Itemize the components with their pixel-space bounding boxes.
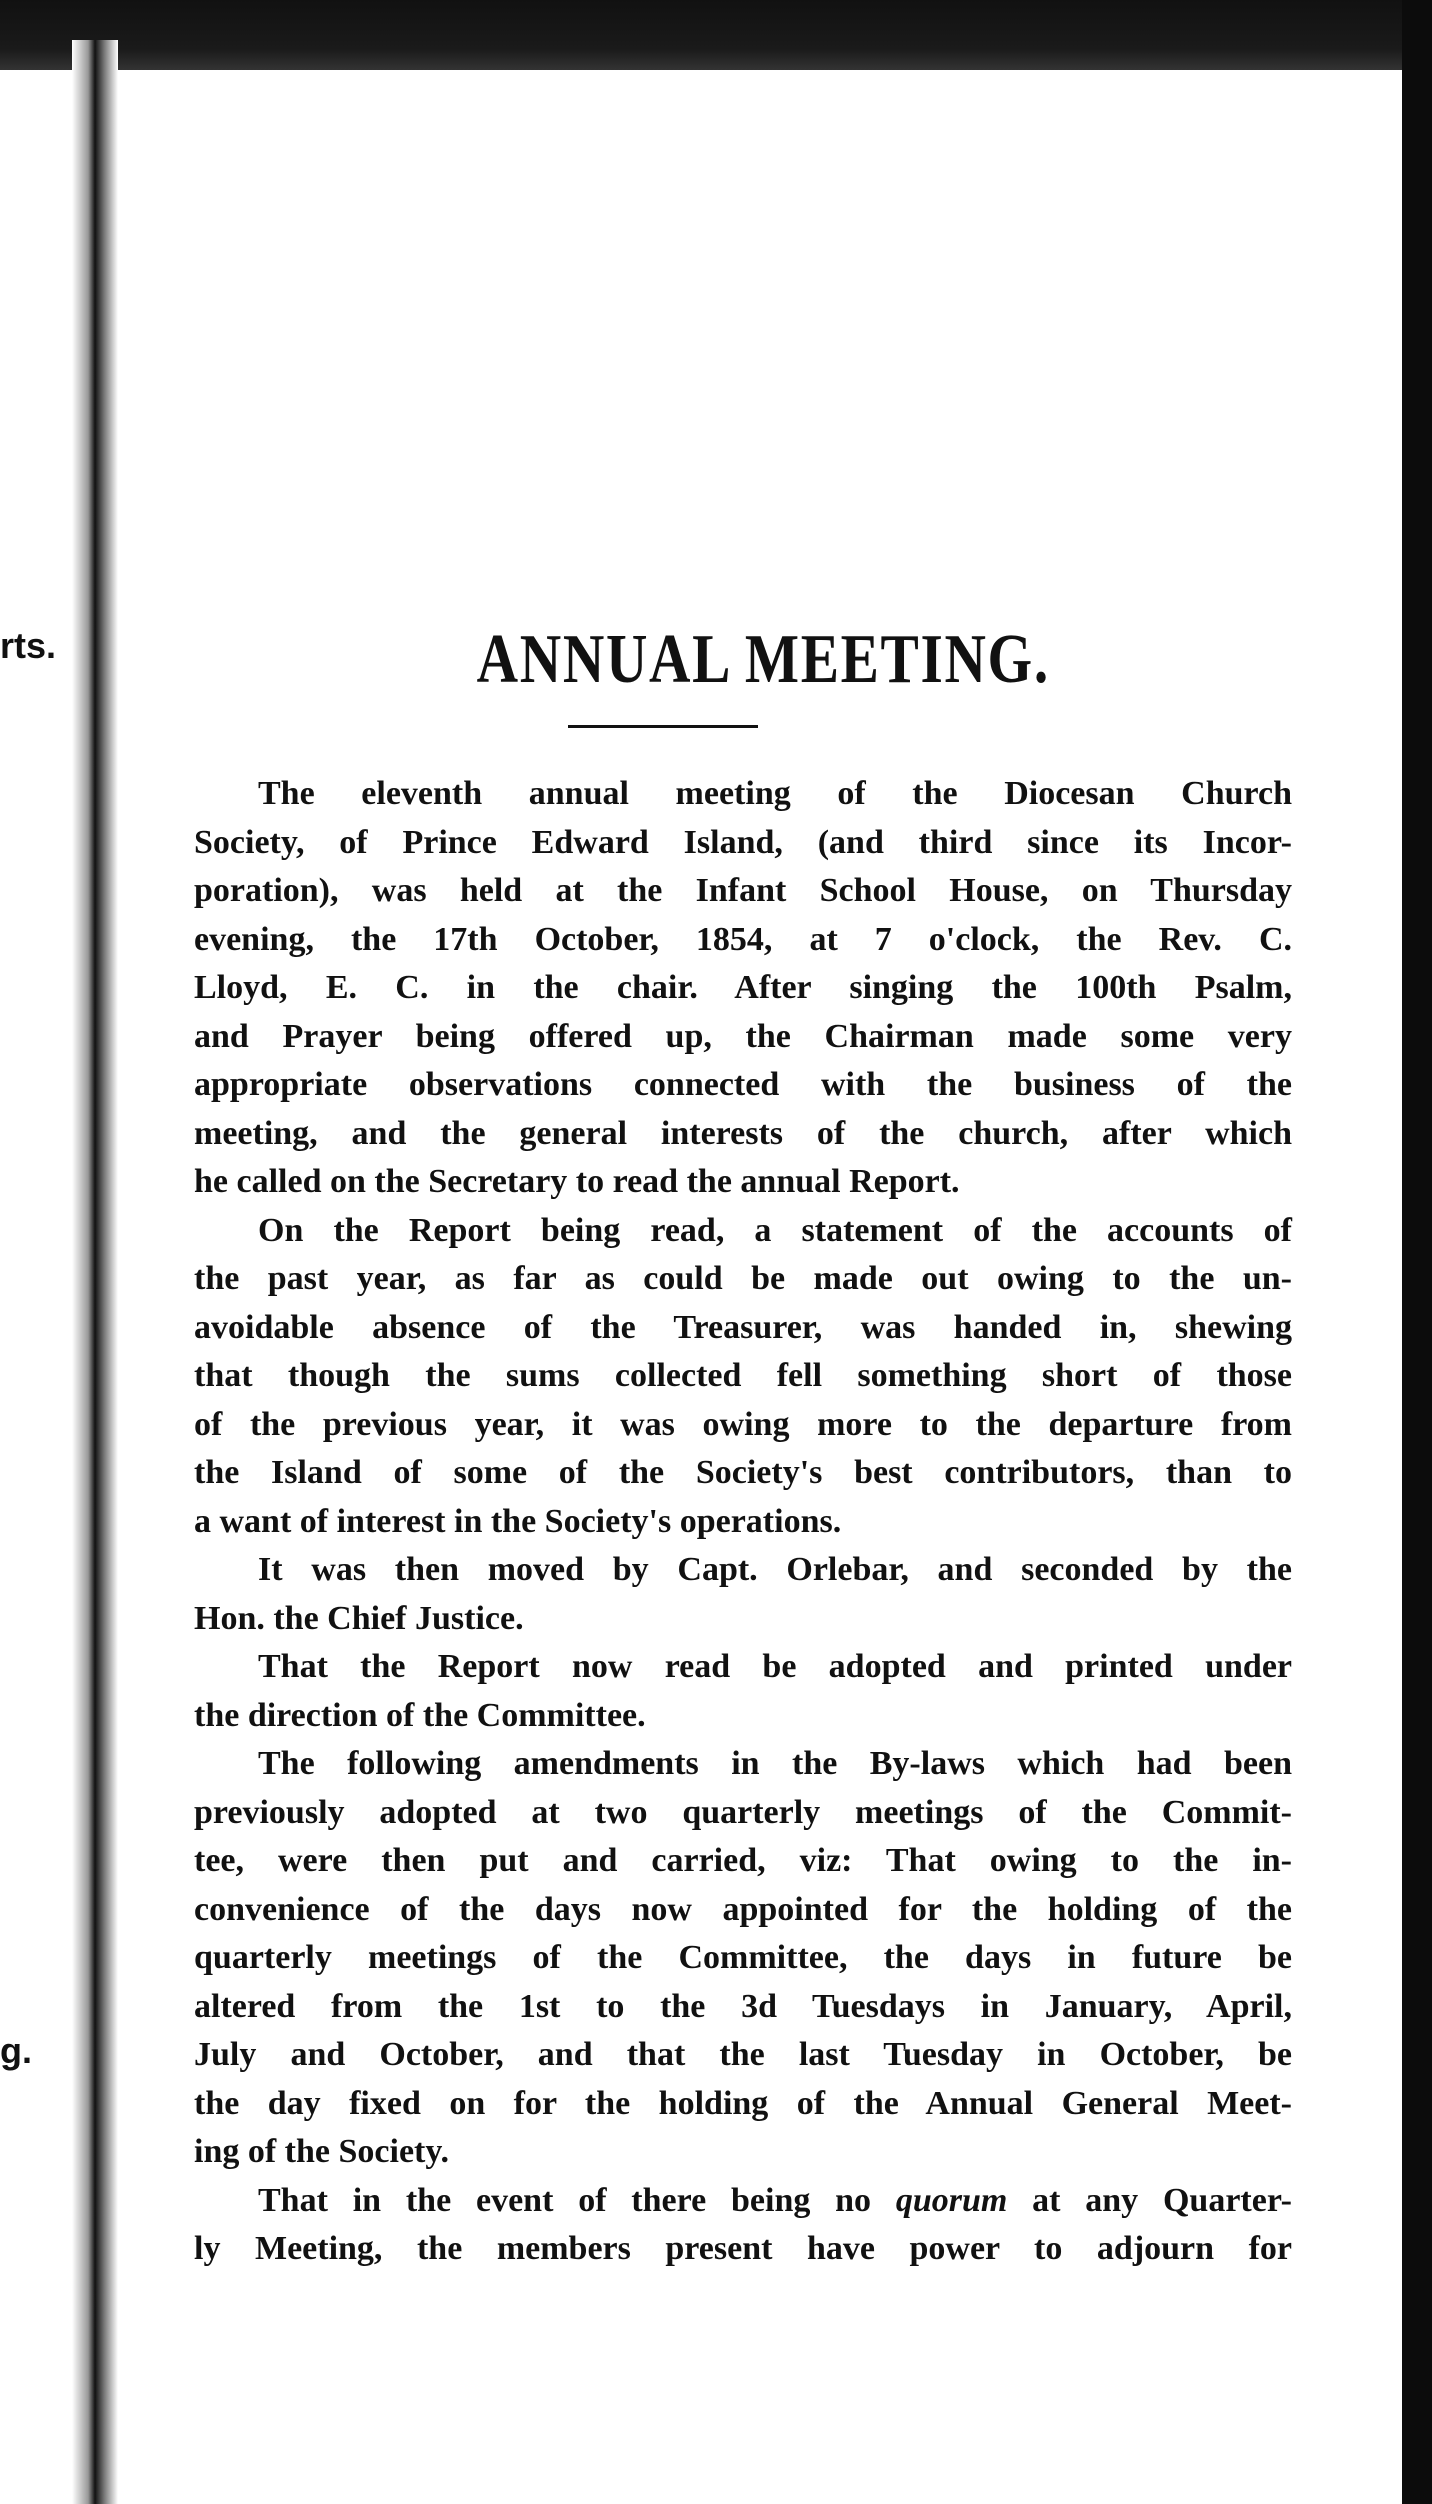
text-line: appropriate observations connected with the business of the	[194, 1066, 1292, 1103]
text-line: quarterly meetings of the Committee, the days in future be	[194, 1939, 1292, 1976]
page-gutter	[72, 40, 118, 2504]
text-line: ing of the Society.	[194, 2133, 449, 2170]
text-line: ly Meeting, the members present have power to adjourn for	[194, 2230, 1292, 2267]
text-line: That the Report now read be adopted and printed under	[258, 1648, 1292, 1685]
facing-page-text-g: g.	[0, 2030, 32, 2071]
paragraph-2	[194, 1207, 1292, 1547]
text-line: the past year, as far as could be made out owing to the un-	[194, 1260, 1292, 1297]
text-line: convenience of the days now appointed for the holding of the	[194, 1890, 1292, 1928]
text-line: Society, of Prince Edward Island, (and third since its Incor-	[194, 823, 1292, 861]
text-line: The following amendments in the By-laws which had been	[258, 1745, 1292, 1782]
scan-border-top	[0, 0, 1432, 70]
facing-page-text-rts: rts.	[0, 625, 57, 666]
paragraph-1	[194, 770, 1292, 1207]
text-line: of the previous year, it was owing more to the departure from	[194, 1405, 1292, 1443]
text-line: altered from the 1st to the 3d Tuesdays in January, April,	[194, 1987, 1292, 2025]
text-line: that though the sums collected fell something short of those	[194, 1357, 1292, 1394]
text-line: July and October, and that the last Tuesday in October, be	[194, 2036, 1292, 2073]
text-line: Lloyd, E. C. in the chair. After singing the 100th Psalm,	[194, 969, 1292, 1006]
text-line: the direction of the Committee.	[194, 1696, 646, 1734]
text-line: It was then moved by Capt. Orlebar, and seconded by the	[258, 1551, 1292, 1588]
scan-border-right	[1402, 0, 1432, 2504]
paragraph-4	[194, 1643, 1292, 1740]
italic-word: quorum	[895, 2181, 1008, 2219]
text-line: evening, the 17th October, 1854, at 7 o'clock, the Rev. C.	[194, 920, 1292, 958]
text-line: poration), was held at the Infant School House, on Thursday	[194, 872, 1292, 909]
paragraph-5	[194, 1740, 1292, 2177]
text-line: meeting, and the general interests of the church, after which	[194, 1114, 1292, 1152]
text-line: That in the event of there being no quorum at any Quarter-	[258, 2181, 1292, 2219]
text-line: the day fixed on for the holding of the Annual General Meet-	[194, 2084, 1292, 2122]
page-title: ANNUAL MEETING.	[476, 621, 1050, 698]
facing-page-fragment	[0, 70, 72, 2504]
text-line: previously adopted at two quarterly meetings of the Commit-	[194, 1793, 1292, 1831]
text-line: and Prayer being offered up, the Chairman made some very	[194, 1017, 1292, 1055]
text-line: the Island of some of the Society's best contributors, than to	[194, 1454, 1292, 1491]
paragraph-3	[194, 1546, 1292, 1643]
text-line: he called on the Secretary to read the annual Report.	[194, 1163, 960, 1200]
body-text	[194, 770, 1292, 2274]
text-line: On the Report being read, a statement of the accounts of	[258, 1211, 1292, 1249]
text-line: The eleventh annual meeting of the Diocesan Church	[258, 775, 1292, 812]
document-page	[118, 70, 1402, 2504]
text-line: Hon. the Chief Justice.	[194, 1599, 524, 1637]
paragraph-6	[194, 2177, 1292, 2274]
text-line: a want of interest in the Society's operations.	[194, 1502, 842, 1540]
text-line: tee, were then put and carried, viz: That owing to the in-	[194, 1842, 1292, 1879]
text-line: avoidable absence of the Treasurer, was handed in, shewing	[194, 1308, 1292, 1346]
title-rule	[568, 725, 758, 728]
